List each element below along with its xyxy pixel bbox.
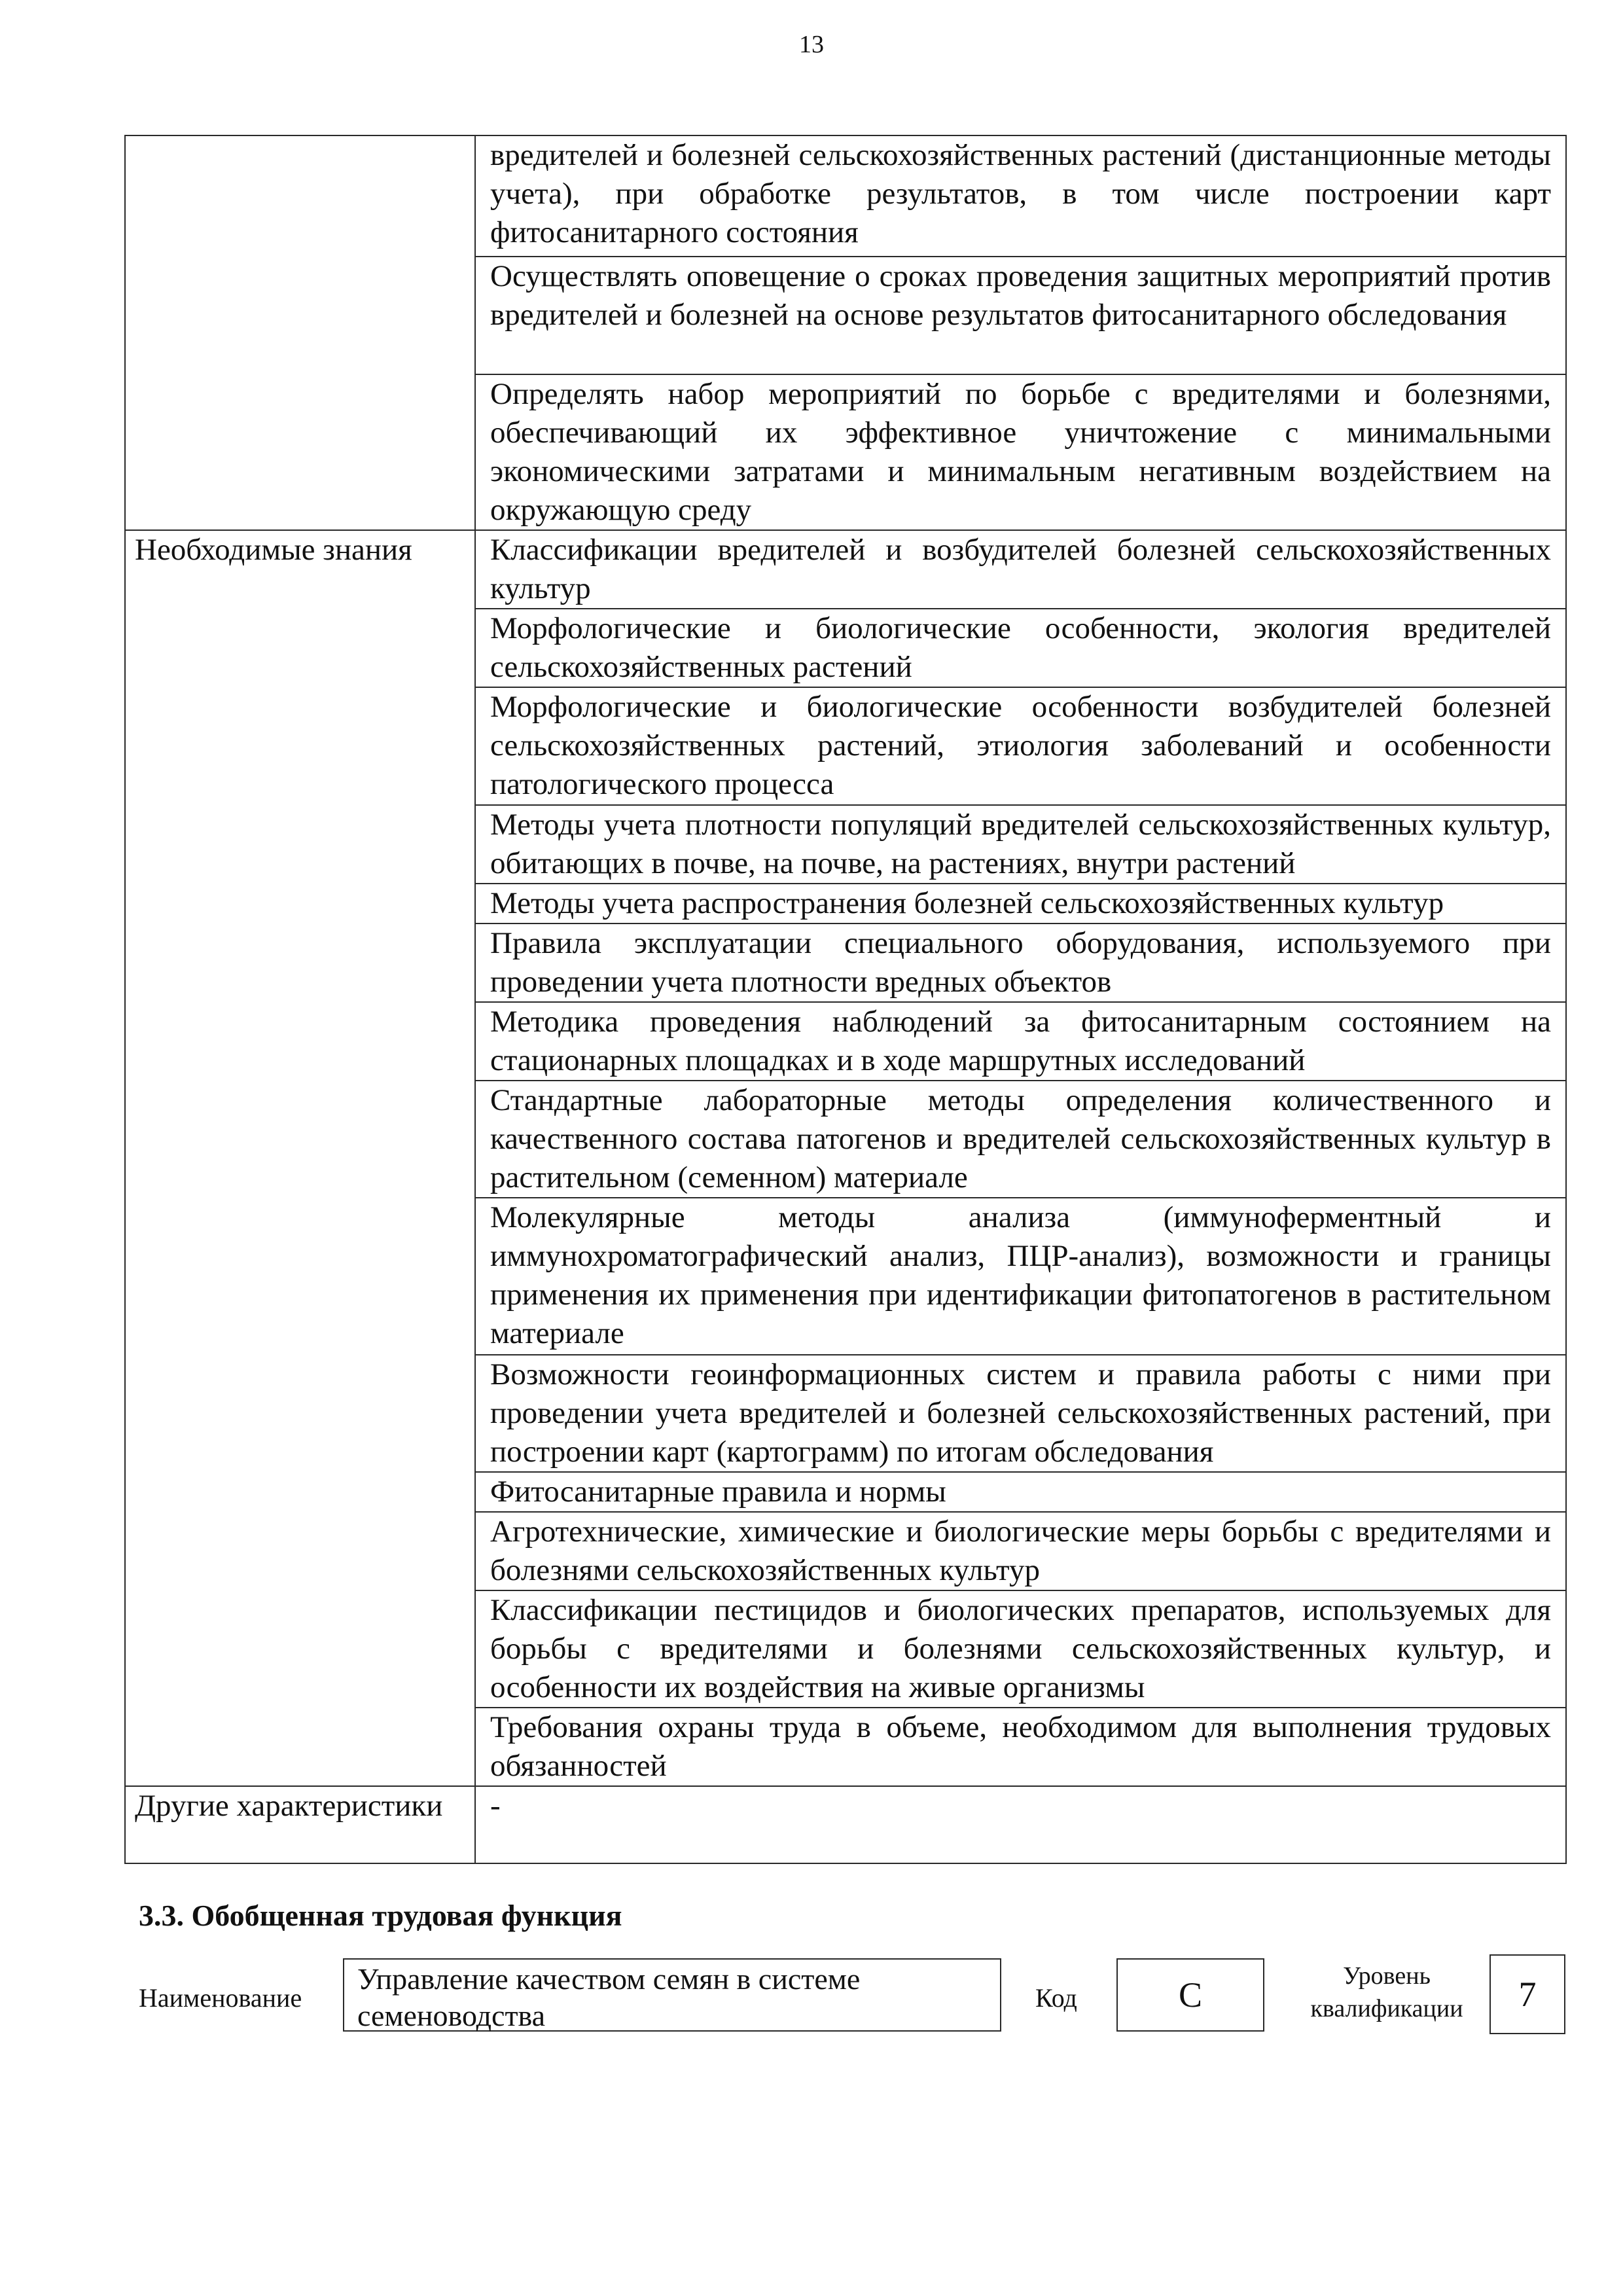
generalized-function-row: [139, 1954, 1565, 2039]
knowledge-item: Классификации пестицидов и биологических препаратов, используемых для борьбы с вредителями и болезнями сельскохозяйственных культур, и особенности их воздействия на живые организмы: [475, 1590, 1566, 1708]
knowledge-item: Морфологические и биологические особенности, экология вредителей сельскохозяйственных растений: [475, 609, 1566, 687]
table-row: [125, 530, 1566, 609]
skills-label-cell: [125, 135, 475, 530]
code-label: Код: [1035, 1983, 1077, 2013]
knowledge-item: Фитосанитарные правила и нормы: [475, 1472, 1566, 1512]
other-characteristics-value: -: [475, 1786, 1566, 1863]
table-row: [125, 1786, 1566, 1863]
knowledge-item: Морфологические и биологические особенности возбудителей болезней сельскохозяйственных растений, этиология заболеваний и особенности патологического процесса: [475, 687, 1566, 805]
knowledge-label: Необходимые знания: [125, 530, 475, 1786]
qualification-level-box: 7: [1489, 1954, 1565, 2034]
knowledge-item: Агротехнические, химические и биологические меры борьбы с вредителями и болезнями сельскохозяйственных культур: [475, 1512, 1566, 1590]
table-row: [125, 135, 1566, 257]
name-label: Наименование: [139, 1983, 302, 2013]
name-value-box: Управление качеством семян в системе семеноводства: [343, 1958, 1001, 2032]
knowledge-item: Методика проведения наблюдений за фитосанитарным состоянием на стационарных площадках и в ходе маршрутных исследований: [475, 1002, 1566, 1081]
other-characteristics-label: Другие характеристики: [125, 1786, 475, 1863]
section-heading: 3.3. Обобщенная трудовая функция: [139, 1899, 622, 1932]
knowledge-item: Стандартные лабораторные методы определения количественного и качественного состава патогенов и вредителей сельскохозяйственных культур в растительном (семенном) материале: [475, 1081, 1566, 1198]
knowledge-item: Классификации вредителей и возбудителей болезней сельскохозяйственных культур: [475, 530, 1566, 609]
knowledge-item: Молекулярные методы анализа (иммуноферментный и иммунохроматографический анализ, ПЦР-анализ), возможности и границы применения их применения при идентификации фитопатогенов в растительном материале: [475, 1198, 1566, 1355]
knowledge-item: Методы учета плотности популяций вредителей сельскохозяйственных культур, обитающих в почве, на почве, на растениях, внутри растений: [475, 805, 1566, 884]
knowledge-item: Правила эксплуатации специального оборудования, используемого при проведении учета плотности вредных объектов: [475, 924, 1566, 1002]
requirements-table: [124, 135, 1567, 1864]
skill-item: Определять набор мероприятий по борьбе с вредителями и болезнями, обеспечивающий их эффективное уничтожение с минимальными экономическими затратами и минимальным негативным воздействием на окружающую среду: [475, 374, 1566, 530]
knowledge-item: Требования охраны труда в объеме, необходимом для выполнения трудовых обязанностей: [475, 1708, 1566, 1786]
code-value-box: C: [1116, 1958, 1264, 2032]
page-number: 13: [799, 31, 824, 58]
qualification-level-label: Уровень квалификации: [1310, 1962, 1463, 2022]
knowledge-item: Возможности геоинформационных систем и правила работы с ними при проведении учета вредителей и болезней сельскохозяйственных растений, при построении карт (картограмм) по итогам обследования: [475, 1355, 1566, 1472]
skill-item: Осуществлять оповещение о сроках проведения защитных мероприятий против вредителей и болезней на основе результатов фитосанитарного обследования: [475, 257, 1566, 374]
skill-item: вредителей и болезней сельскохозяйственных растений (дистанционные методы учета), при обработке результатов, в том числе построении карт фитосанитарного состояния: [475, 135, 1566, 257]
knowledge-item: Методы учета распространения болезней сельскохозяйственных культур: [475, 884, 1566, 924]
